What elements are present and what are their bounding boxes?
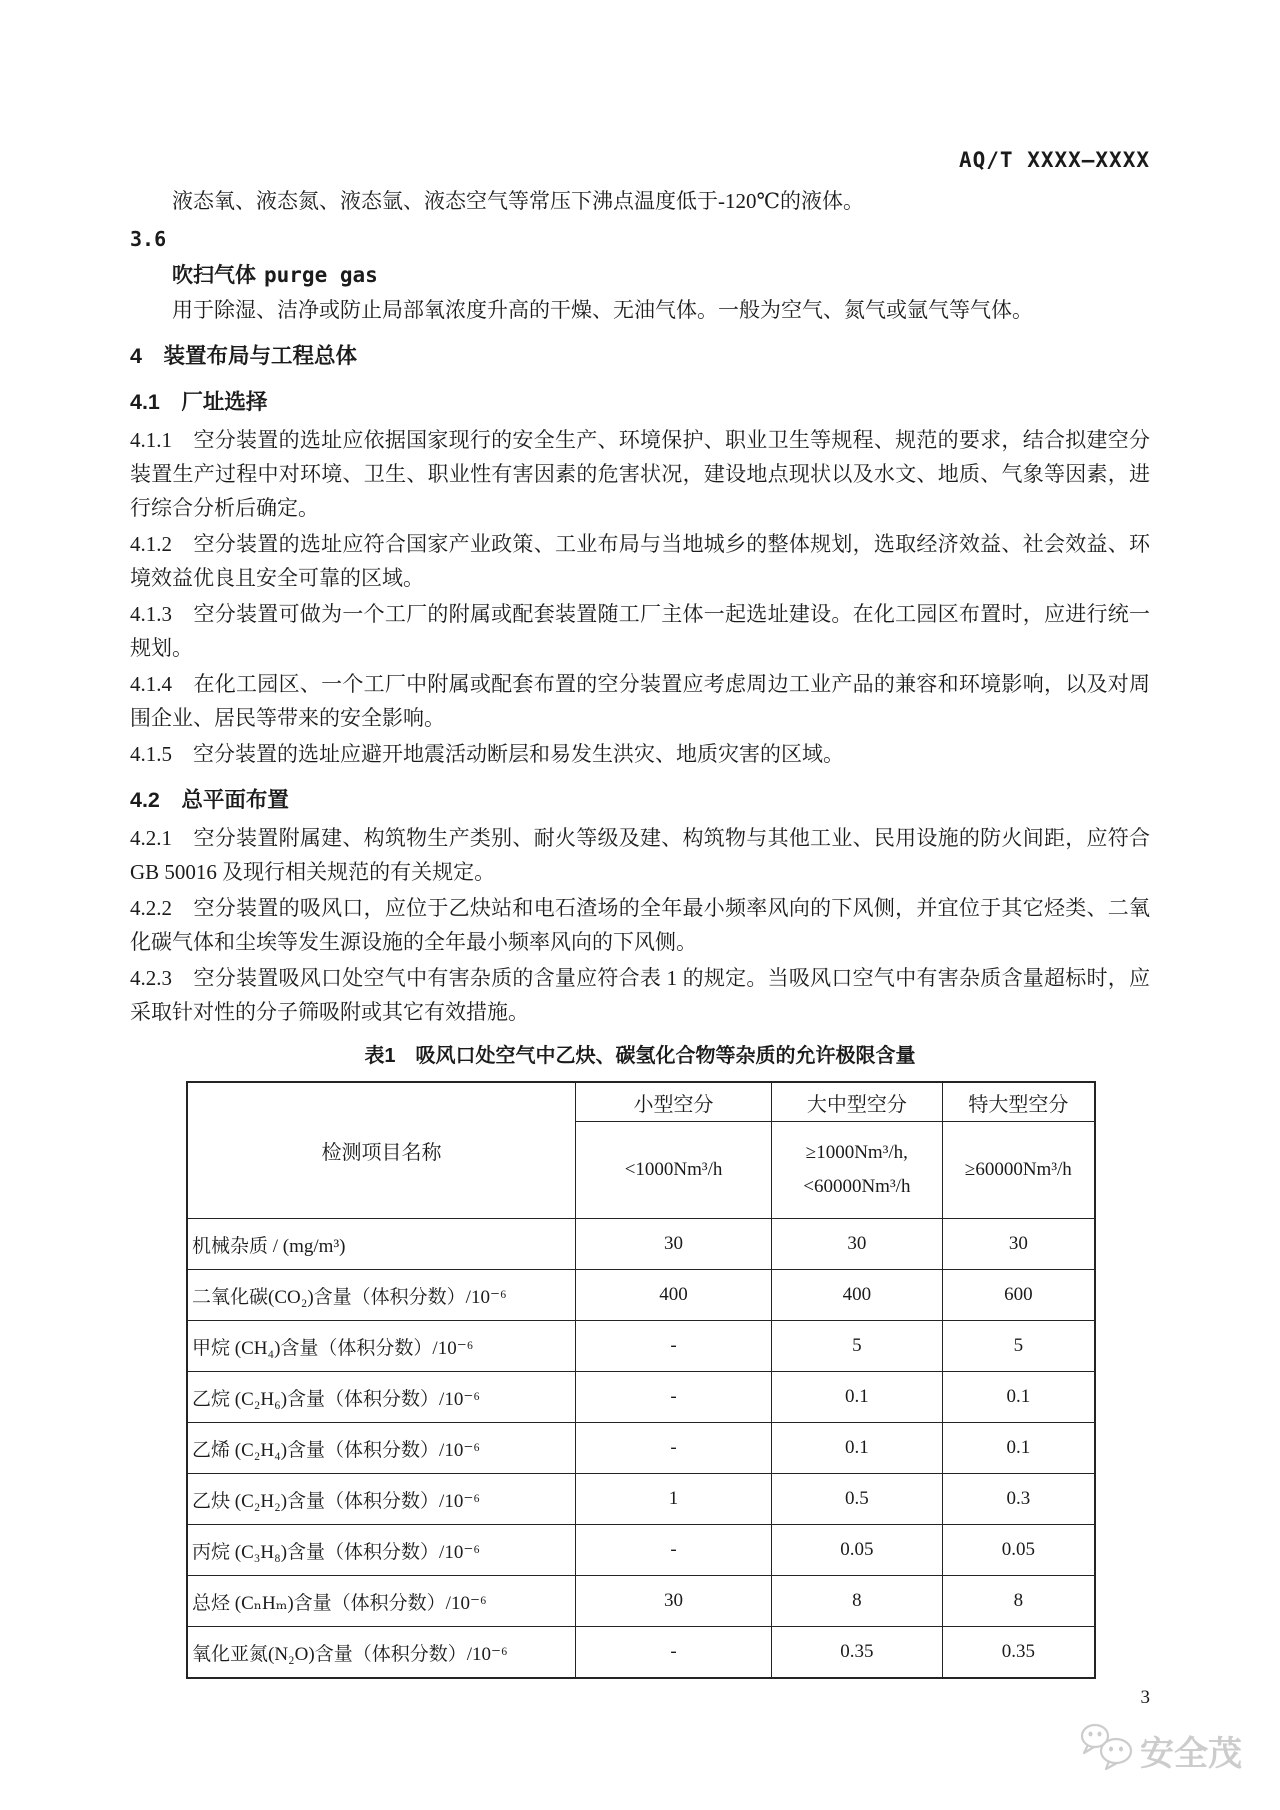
value-cell: 0.05: [772, 1525, 943, 1576]
column-header-extra-large-plant: 特大型空分: [942, 1082, 1095, 1122]
value-cell: -: [576, 1525, 772, 1576]
paragraph-4-2-2: 4.2.2 空分装置的吸风口，应位于乙炔站和电石渣场的全年最小频率风向的下风侧，并宜位于其它烃类、二氧化碳气体和尘埃等发生源设施的全年最小频率风向的下风侧。: [130, 896, 1150, 954]
paragraph-4-2-3: 4.2.3 空分装置吸风口处空气中有害杂质的含量应符合表 1 的规定。当吸风口空气中有害杂质含量超标时，应采取针对性的分子筛吸附或其它有效措施。: [130, 966, 1150, 1024]
table-header: [187, 1082, 1095, 1219]
subsection-heading-4-2: 4.2 总平面布置: [130, 788, 289, 812]
item-name-cell: 乙烯 (C₂H₄)含量（体积分数）/10⁻⁶: [187, 1423, 576, 1474]
value-cell: 30: [942, 1219, 1095, 1270]
value-cell: 30: [772, 1219, 943, 1270]
standard-code-header: AQ/T XXXX—XXXX: [958, 148, 1150, 172]
value-cell: 400: [772, 1270, 943, 1321]
value-cell: -: [576, 1321, 772, 1372]
clause-number-3-6: 3.6: [130, 227, 167, 251]
column-header-item-name: 检测项目名称: [187, 1082, 576, 1219]
value-cell: -: [576, 1423, 772, 1474]
flow-range-line: <60000Nm³/h: [803, 1176, 911, 1197]
value-cell: 30: [576, 1576, 772, 1627]
table-row: [187, 1423, 1095, 1474]
paragraph-4-1-1: 4.1.1 空分装置的选址应依据国家现行的安全生产、环境保护、职业卫生等规程、规范的要求，结合拟建空分装置生产过程中对环境、卫生、职业性有害因素的危害状况，建设地点现状以及水文、地质、气象等因素，进行综合分析后确定。: [130, 428, 1150, 520]
value-cell: 0.3: [942, 1474, 1095, 1525]
page-number: 3: [1140, 1687, 1150, 1708]
flow-range-line: ≥1000Nm³/h,: [805, 1142, 908, 1163]
term-heading: [130, 258, 1150, 293]
value-cell: 30: [576, 1219, 772, 1270]
paragraph-4-1-5: 4.1.5 空分装置的选址应避开地震活动断层和易发生洪灾、地质灾害的区域。: [130, 742, 844, 766]
value-cell: -: [576, 1627, 772, 1679]
paragraph-4-1-2: 4.1.2 空分装置的选址应符合国家产业政策、工业布局与当地城乡的整体规划，选取经济效益、社会效益、环境效益优良且安全可靠的区域。: [130, 532, 1150, 590]
item-name-cell: 氧化亚氮(N₂O)含量（体积分数）/10⁻⁶: [187, 1627, 576, 1679]
item-name-cell: 总烃 (CₙHₘ)含量（体积分数）/10⁻⁶: [187, 1576, 576, 1627]
table-row: [187, 1270, 1095, 1321]
flow-range-small: [576, 1122, 772, 1219]
value-cell: 400: [576, 1270, 772, 1321]
value-cell: 1: [576, 1474, 772, 1525]
value-cell: 0.35: [772, 1627, 943, 1679]
term-english: purge gas: [264, 263, 378, 287]
value-cell: 8: [772, 1576, 943, 1627]
item-name-cell: 丙烷 (C₃H₈)含量（体积分数）/10⁻⁶: [187, 1525, 576, 1576]
table-row: [187, 1627, 1095, 1679]
paragraph-4-1-4: 4.1.4 在化工园区、一个工厂中附属或配套布置的空分装置应考虑周边工业产品的兼容和环境影响，以及对周围企业、居民等带来的安全影响。: [130, 672, 1150, 730]
flow-range-line: <1000Nm³/h: [624, 1159, 723, 1180]
table-1-caption: 表1 吸风口处空气中乙炔、碳氢化合物等杂质的允许极限含量: [364, 1045, 916, 1067]
flow-range-extra-large: [942, 1122, 1095, 1219]
value-cell: 0.1: [772, 1372, 943, 1423]
flow-range-medium-large: [772, 1122, 943, 1219]
paragraph-term-definition: 用于除湿、洁净或防止局部氧浓度升高的干燥、无油气体。一般为空气、氮气或氩气等气体。: [172, 298, 1033, 322]
item-name-cell: 甲烷 (CH₄)含量（体积分数）/10⁻⁶: [187, 1321, 576, 1372]
table-body: [187, 1219, 1095, 1679]
value-cell: 0.1: [942, 1372, 1095, 1423]
column-header-small-plant: 小型空分: [576, 1082, 772, 1122]
column-header-medium-large-plant: 大中型空分: [772, 1082, 943, 1122]
value-cell: 0.1: [942, 1423, 1095, 1474]
section-heading-4: 4 装置布局与工程总体: [130, 344, 357, 368]
chat-bubbles-icon: [1078, 1722, 1136, 1779]
watermark-text: 安全茂: [1140, 1735, 1242, 1773]
value-cell: 0.05: [942, 1525, 1095, 1576]
watermark: [1078, 1722, 1242, 1779]
table-row: [187, 1321, 1095, 1372]
table-row: [187, 1372, 1095, 1423]
item-name-cell: 机械杂质 / (mg/m³): [187, 1219, 576, 1270]
impurity-limits-table: [186, 1081, 1096, 1679]
item-name-cell: 二氧化碳(CO₂)含量（体积分数）/10⁻⁶: [187, 1270, 576, 1321]
value-cell: 5: [772, 1321, 943, 1372]
term-chinese: 吹扫气体: [172, 264, 256, 287]
table-row: [187, 1576, 1095, 1627]
value-cell: 600: [942, 1270, 1095, 1321]
value-cell: 0.5: [772, 1474, 943, 1525]
paragraph-4-2-1: 4.2.1 空分装置附属建、构筑物生产类别、耐火等级及建、构筑物与其他工业、民用设施的防火间距，应符合 GB 50016 及现行相关规范的有关规定。: [130, 826, 1150, 884]
table-header-size-row: [187, 1082, 1095, 1122]
item-name-cell: 乙烷 (C₂H₆)含量（体积分数）/10⁻⁶: [187, 1372, 576, 1423]
item-name-cell: 乙炔 (C₂H₂)含量（体积分数）/10⁻⁶: [187, 1474, 576, 1525]
paragraph-cryogenic-liquid-definition: 液态氧、液态氮、液态氩、液态空气等常压下沸点温度低于-120℃的液体。: [172, 189, 864, 213]
value-cell: 0.1: [772, 1423, 943, 1474]
value-cell: 5: [942, 1321, 1095, 1372]
table-row: [187, 1219, 1095, 1270]
paragraph-4-1-3: 4.1.3 空分装置可做为一个工厂的附属或配套装置随工厂主体一起选址建设。在化工园区布置时，应进行统一规划。: [130, 602, 1150, 660]
value-cell: 8: [942, 1576, 1095, 1627]
page-content: [130, 148, 1150, 1709]
subsection-heading-4-1: 4.1 厂址选择: [130, 390, 268, 414]
flow-range-line: ≥60000Nm³/h: [964, 1159, 1072, 1180]
value-cell: -: [576, 1372, 772, 1423]
value-cell: 0.35: [942, 1627, 1095, 1679]
table-row: [187, 1474, 1095, 1525]
table-row: [187, 1525, 1095, 1576]
